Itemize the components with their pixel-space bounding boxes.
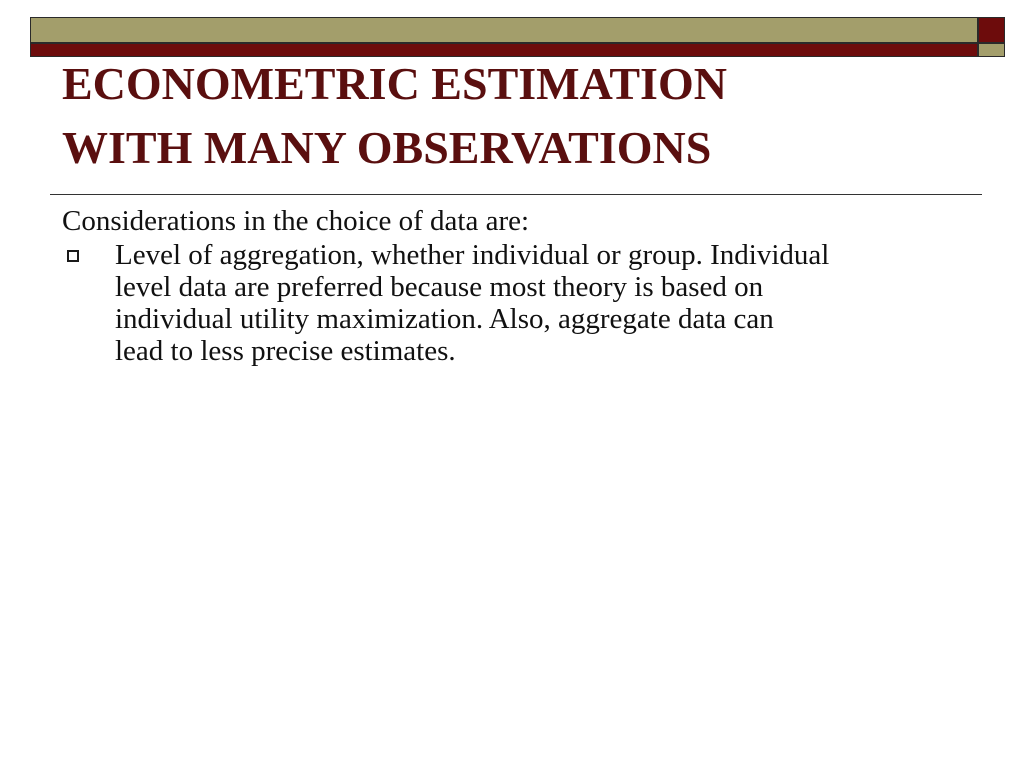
bullet-line-4: lead to less precise estimates.	[115, 335, 456, 367]
corner-block-maroon	[978, 17, 1005, 43]
slide-title-line-2: WITH MANY OBSERVATIONS	[62, 122, 712, 173]
bullet-item	[62, 239, 982, 367]
title-divider	[50, 194, 982, 195]
bullet-line-1: Level of aggregation, whether individual or group. Individual	[115, 239, 830, 271]
slide-title-line-1: ECONOMETRIC ESTIMATION	[62, 58, 727, 109]
slide-title	[62, 52, 962, 180]
top-banner-olive	[30, 17, 978, 43]
slide-body	[62, 205, 982, 367]
hollow-square-bullet-icon	[67, 250, 79, 262]
corner-block-olive	[978, 43, 1005, 57]
bullet-line-3: individual utility maximization. Also, aggregate data can	[115, 303, 774, 335]
intro-text: Considerations in the choice of data are:	[62, 205, 530, 237]
bullet-line-2: level data are preferred because most theory is based on	[115, 271, 764, 303]
